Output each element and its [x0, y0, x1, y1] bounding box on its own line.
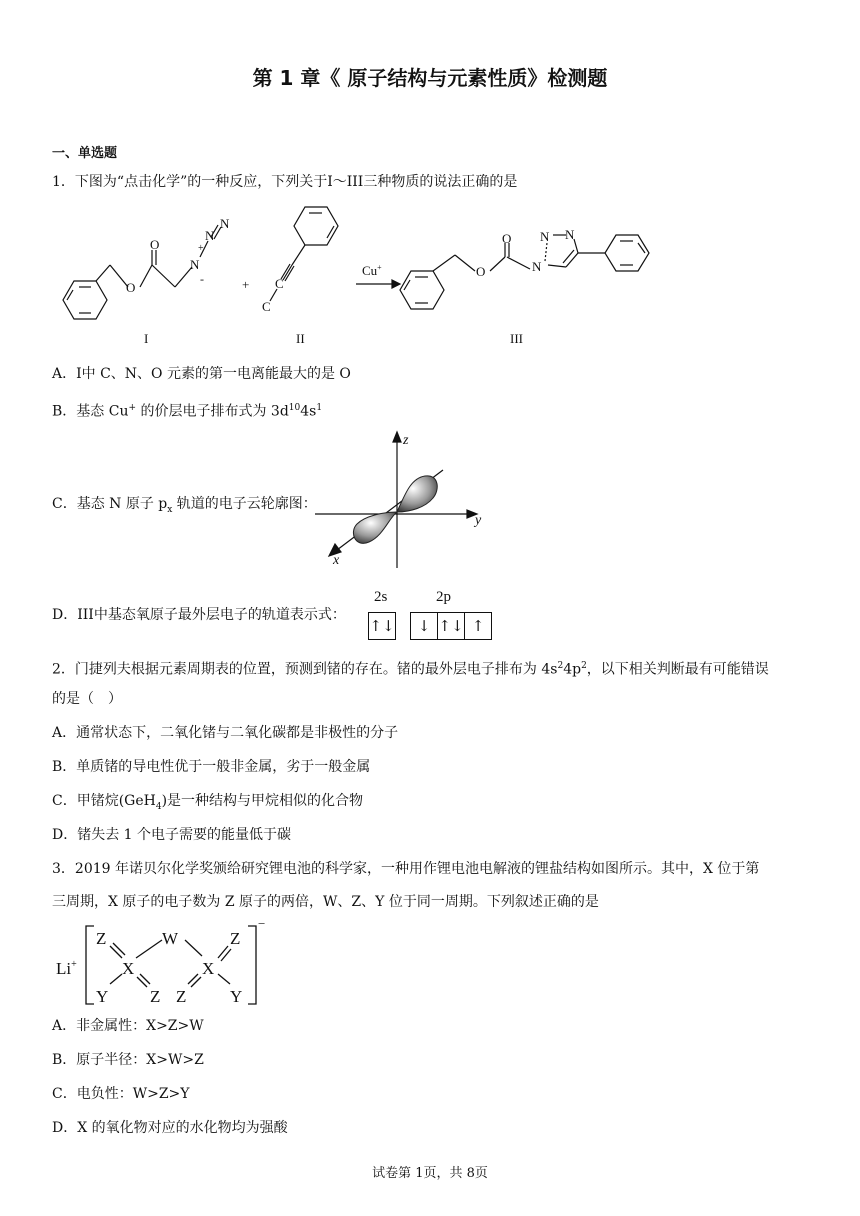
atom-z-1: Z	[96, 929, 107, 948]
benzene-ring-iii-b	[605, 235, 649, 271]
catalyst-label: Cu+	[362, 263, 382, 278]
axis-z-label: z	[403, 433, 409, 448]
section-heading: 一、单选题	[52, 146, 118, 161]
atom-o-iii1: O	[476, 264, 486, 279]
q3-option-b: B．原子半径：X>W>Z	[52, 1052, 204, 1068]
q2-option-b: B．单质锗的导电性优于一般非金属，劣于一般金属	[52, 759, 371, 775]
label-i: I	[144, 331, 149, 346]
orbital-boxes-2p	[410, 612, 492, 640]
atom-n-i2: N	[205, 228, 215, 243]
orbital-box-2s: ↑↓	[368, 612, 396, 640]
minus-charge: -	[200, 272, 204, 286]
atom-o-i2: O	[150, 237, 160, 252]
orbital-box-2p-1: ↓	[411, 613, 438, 639]
atom-o-i: O	[126, 280, 136, 295]
q1-option-c: C．基态 N 原子 $p_x$ 轨道的电子云轮廓图：	[52, 496, 317, 515]
atom-n-iii3: N	[565, 227, 575, 242]
page-title: 第 1 章《 原子结构与元素性质》检测题	[252, 66, 608, 90]
atom-c-ii1: C	[275, 276, 284, 291]
label-ii: II	[296, 331, 305, 346]
orbital-lobe-upper	[397, 476, 437, 512]
orbital-box-2p-2: ↑↓	[438, 613, 465, 639]
atom-z-4: Z	[176, 987, 187, 1006]
atom-y-2: Y	[230, 987, 243, 1006]
q1-stem: 1．下图为“点击化学”的一种反应，下列关于I～III三种物质的说法正确的是	[52, 174, 518, 190]
q3-option-c: C．电负性：W>Z>Y	[52, 1086, 190, 1102]
plus-charge: +	[198, 243, 204, 254]
q2-option-d: D．锗失去 1 个电子需要的能量低于碳	[52, 827, 292, 843]
atom-c-ii2: C	[262, 299, 271, 314]
atom-z-2: Z	[230, 929, 241, 948]
q3-stem-line1: 3．2019 年诺贝尔化学奖颁给研究锂电池的科学家，一种用作锂电池电解液的锂盐结构如图所示。其中，X 位于第	[52, 861, 760, 877]
reaction-scheme	[0, 195, 860, 355]
p-orbital-diagram	[315, 428, 515, 578]
orbital-box-2p-3: ↑	[471, 617, 485, 635]
orbital-2p-label: 2p	[436, 589, 451, 605]
q3-stem-line2: 三周期，X 原子的电子数为 Z 原子的两倍，W、Z、Y 位于同一周期。下列叙述正确的是	[52, 894, 599, 910]
q2-option-c: C．甲锗烷(GeH$_4$)是一种结构与甲烷相似的化合物	[52, 793, 364, 812]
orbital-lobe-lower	[353, 512, 397, 543]
atom-x-2: X	[202, 959, 215, 978]
cation-label: Li+	[56, 959, 77, 978]
axis-x-label: x	[333, 553, 340, 568]
q3-option-d: D．X 的氧化物对应的水化物均为强酸	[52, 1120, 288, 1136]
atom-y-1: Y	[96, 987, 109, 1006]
q1-option-a: A．I中 C、N、O 元素的第一电离能最大的是 O	[52, 366, 351, 382]
q3-option-a: A．非金属性：X>Z>W	[52, 1018, 204, 1034]
atom-n-i1: N	[190, 257, 200, 272]
anion-charge: −	[258, 916, 266, 931]
lithium-salt-structure	[50, 918, 290, 1018]
q1-option-d: D．III中基态氧原子最外层电子的轨道表示式：	[52, 607, 346, 623]
plus-sign: +	[242, 277, 250, 292]
q1-option-b: B．基态 Cu+ 的价层电子排布式为 $3d^{10}4s^1$	[52, 403, 323, 420]
atom-x-1: X	[122, 959, 135, 978]
q2-stem-line2: 的是（ ）	[52, 691, 122, 707]
atom-n-iii1: N	[532, 259, 542, 274]
label-iii: III	[510, 331, 523, 346]
atom-z-3: Z	[150, 987, 161, 1006]
atom-n-i3: N	[220, 216, 230, 231]
orbital-2s-label: 2s	[374, 589, 388, 605]
atom-n-iii2: N	[540, 229, 550, 244]
atom-o-iii2: O	[502, 231, 512, 246]
page-footer: 试卷第 1页，共 8页	[372, 1166, 488, 1181]
axis-y-label: y	[475, 513, 482, 528]
q2-stem-line1: 2．门捷列夫根据元素周期表的位置，预测到锗的存在。锗的最外层电子排布为 $4s^24p^2$，以下相关判断最有可能错误	[52, 661, 769, 678]
q2-option-a: A．通常状态下，二氧化锗与二氧化碳都是非极性的分子	[52, 725, 399, 741]
atom-w: W	[162, 929, 179, 948]
